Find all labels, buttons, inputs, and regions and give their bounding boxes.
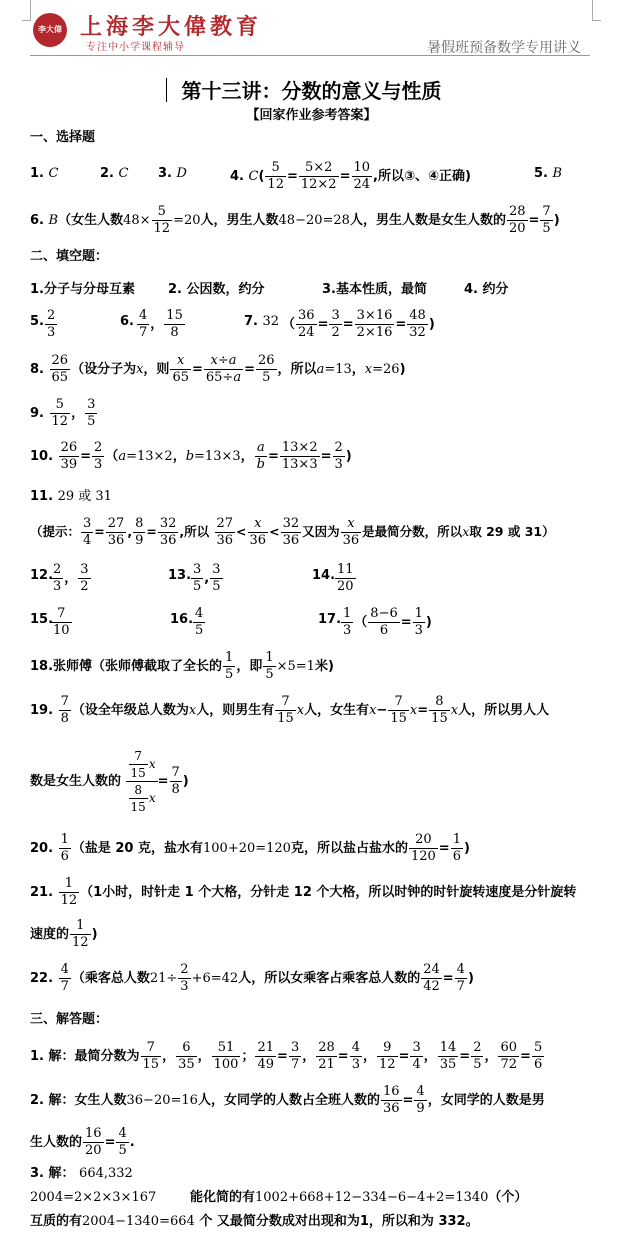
section-heading: 一、选择题: [30, 130, 96, 145]
answer-line: 2. 解：女生人数36−20=16人，女同学的人数占全班人数的 $\frac{16}{36}$ = $\frac{4}{9}$ ，女同学的人数是男: [30, 1084, 545, 1116]
answer-line: （提示： $\frac{3}{4}$ = $\frac{27}{36}$ , $\frac{8}{9}$ = $\frac{32}{36}$ ,所以 $\frac{27}{36}$ < $\frac{x}{36}$ < $\frac{32}{36}$ 又因为 $\frac{x}{36}$ 是最简分数，所以x取 29 或 31）: [30, 516, 555, 548]
answer-line: 数是女生人数的 $\frac{7}{15}$ x $\frac{8}{15}$ x = $\frac{7}{8}$ ): [30, 749, 189, 814]
answer-line: 9. $\frac{5}{12}$ ， $\frac{3}{5}$: [30, 397, 96, 429]
page-header: [0, 0, 623, 56]
answer-line: 21. $\frac{1}{12}$ （1小时，时针走 1 个大格，分针走 12 个大格，所以时钟的时针旋转速度是分针旋转: [30, 876, 577, 908]
brand-name: 上海李大偉教育: [80, 14, 263, 40]
answer-line: 18.张师傅（张师傅截取了全长的 $\frac{1}{5}$ ，即 $\frac{1}{5}$ ×5=1米): [30, 650, 334, 682]
document-tag: 暑假班预备数学专用讲义: [427, 40, 581, 56]
answer-line: 1. 解：最简分数为 $\frac{7}{15}$ ， $\frac{6}{35}$ ， $\frac{51}{100}$ ； $\frac{21}{49}$ = $\frac{3}{7}$ ， $\frac{28}{21}$ = $\frac{4}{3}$ ， $\frac{9}{12}$ = $\frac{3}{4}$ ， $\frac{14}{35}$ = $\frac{2}{5}$ ， $\frac{60}{72}$ = $\frac{5}{6}$: [30, 1040, 543, 1072]
page-subtitle: 【回家作业参考答案】: [246, 108, 377, 123]
section-heading: 三、解答题：: [30, 1012, 109, 1027]
page-title: 第十三讲：分数的意义与性质: [181, 79, 442, 103]
header-divider: [30, 55, 590, 56]
answer-line: 1.分子与分母互素 2. 公因数，约分 3.基本性质，最简 4. 约分: [30, 282, 509, 297]
answer-line: 22. $\frac{4}{7}$ （乘客总人数21÷ $\frac{2}{3}$ +6=42人，所以女乘客占乘客总人数的 $\frac{24}{42}$ = $\frac{4}{7}$ ): [30, 962, 474, 994]
answer-line: 11. 29 或 31: [30, 489, 112, 504]
brand-slogan: 专注中小学课程辅导: [86, 42, 185, 53]
logo: 李大偉: [33, 13, 67, 47]
answer-line: 3. 解： 664,332: [30, 1166, 133, 1181]
answer-line: 2004=2×2×3×167 能化简的有1002+668+12−334−6−4+2=1340（个）: [30, 1190, 528, 1205]
answer-line: 10. $\frac{26}{39}$ = $\frac{2}{3}$ （a=13×2，b=13×3， $\frac{a}{b}$ = $\frac{13\times 2}{13\times 3}$ = $\frac{2}{3}$ ): [30, 440, 352, 472]
answer-line: 6. B（女生人数48× $\frac{5}{12}$ =20人，男生人数48−20=28人，男生人数是女生人数的 $\frac{28}{20}$ = $\frac{7}{5}$ ): [30, 204, 560, 236]
answer-line: 生人数的 $\frac{16}{20}$ = $\frac{4}{5}$ .: [30, 1126, 135, 1158]
answer-line: 8. $\frac{26}{65}$ （设分子为x，则 $\frac{x}{65}$ = $\frac{x\div a}{65\div a}$ = $\frac{26}{5}$ ，所以a=13，x=26): [30, 353, 406, 385]
answer-line: 20. $\frac{1}{6}$ （盐是 20 克，盐水有100+20=120克，所以盐占盐水的 $\frac{20}{120}$ = $\frac{1}{6}$ ): [30, 832, 470, 864]
corner-mark: [22, 0, 31, 21]
answer-line: 19. $\frac{7}{8}$ （设全年级总人数为x人，则男生有 $\frac{7}{15}$ x人，女生有x− $\frac{7}{15}$ x= $\frac{8}{15}$ x人，所以男人人: [30, 694, 550, 726]
answer-line: 速度的 $\frac{1}{12}$ ): [30, 918, 98, 950]
answer-line: 互质的有2004−1340=664 个 又最简分数成对出现和为1，所以和为 332。: [30, 1214, 479, 1229]
corner-mark: [592, 0, 601, 21]
section-heading: 二、填空题：: [30, 249, 109, 264]
